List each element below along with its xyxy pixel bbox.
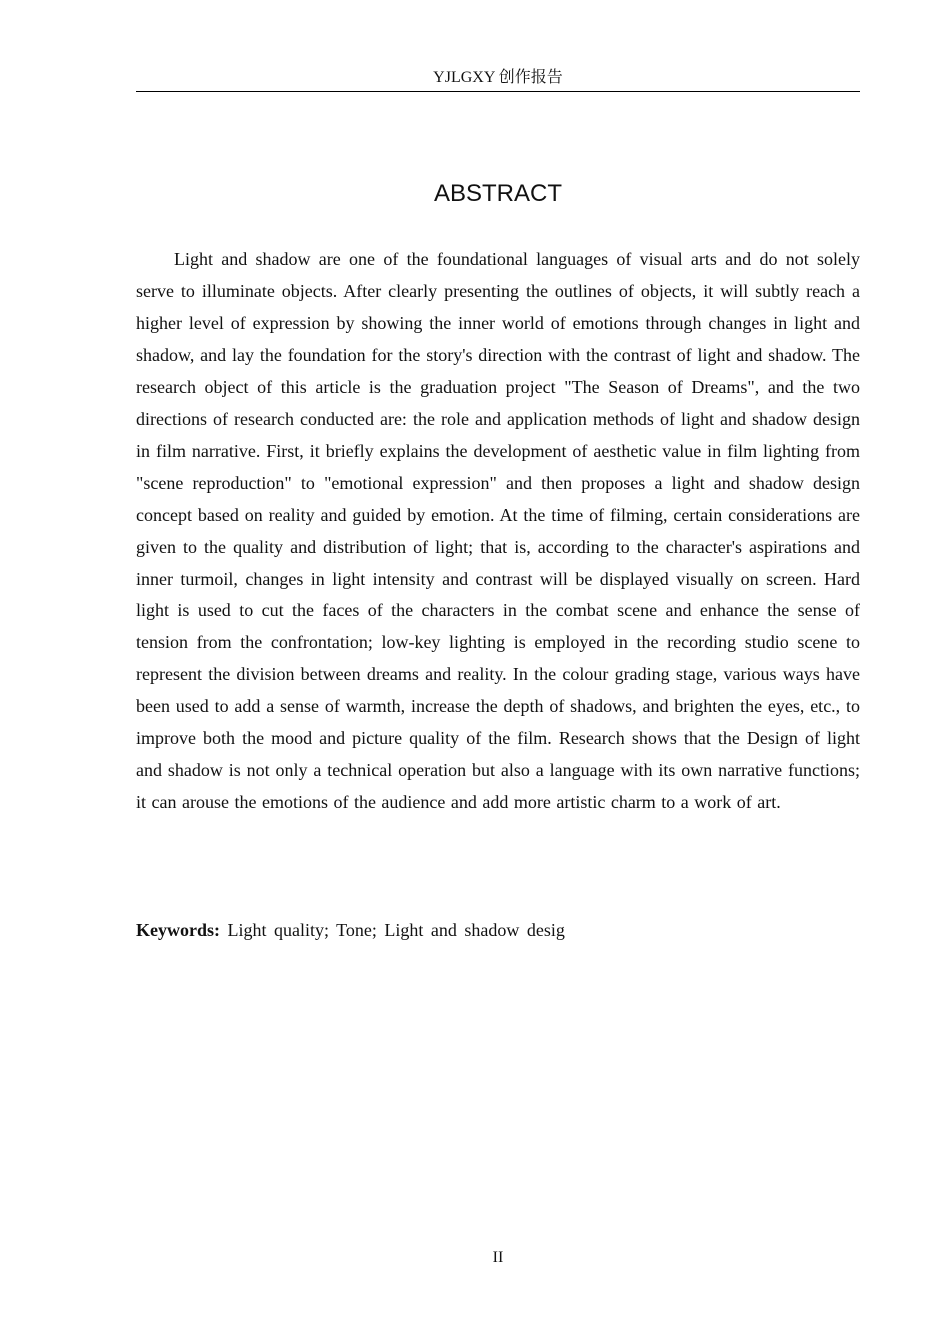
keywords-text: Light quality; Tone; Light and shadow desig [227, 920, 565, 940]
keywords-line [136, 915, 860, 947]
page-number: II [492, 1249, 504, 1266]
abstract-title: ABSTRACT [433, 180, 562, 207]
keywords-label: Keywords: [136, 920, 220, 940]
header-text: YJLGXY 创作报告 [433, 69, 563, 86]
page-header [136, 68, 860, 92]
abstract-body: Light and shadow are one of the foundational languages of visual arts and do not solely serve to illuminate objects. After clearly presenting the outlines of objects, it will subtly reach a higher level of expression by showing the inner world of emotions through changes in light and shadow, and lay the foundation for the story's direction with the contrast of light and shadow. The research object of this article is the graduation project "The Season of Dreams", and the two directions of research conducted are: the role and application methods of light and shadow design in film narrative. First, it briefly explains the development of aesthetic value in film lighting from "scene reproduction" to "emotional expression" and then proposes a light and shadow design concept based on reality and guided by emotion. At the time of filming, certain considerations are given to the quality and distribution of light; that is, according to the character's aspirations and inner turmoil, changes in light intensity and contrast will be displayed visually on screen. Hard light is used to cut the faces of the characters in the combat scene and enhance the sense of tension from the confrontation; low-key lighting is employed in the recording studio scene to represent the division between dreams and reality. In the colour grading stage, various ways have been used to add a sense of warmth, increase the depth of shadows, and brighten the eyes, etc., to improve both the mood and picture quality of the film. Research shows that the Design of light and shadow is not only a technical operation but also a language with its own narrative functions; it can arouse the emotions of the audience and add more artistic charm to a work of art. [136, 249, 860, 813]
